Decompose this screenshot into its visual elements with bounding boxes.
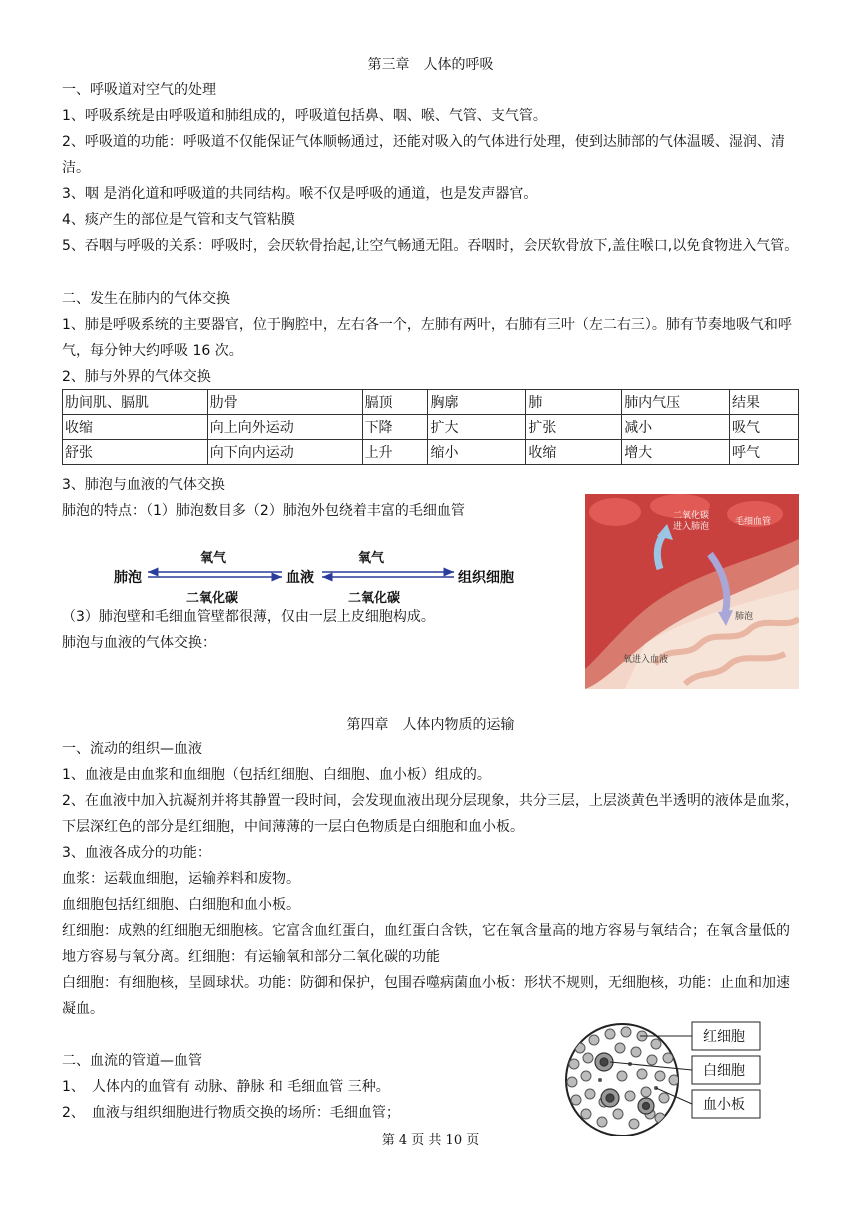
table-cell: 下降	[362, 415, 428, 440]
page-footer: 第 4 页 共 10 页	[381, 1133, 480, 1148]
table-cell: 上升	[362, 440, 428, 465]
oxygen-label: 氧气	[358, 551, 385, 566]
paragraph: 白细胞：有细胞核，呈圆球状。功能：防御和保护，包围吞噬病菌血小板：形状不规则，无细胞核，功能：止血和加速凝血。	[62, 975, 790, 1017]
chapter-3-title: 第三章 人体的呼吸	[367, 57, 494, 73]
paragraph: 红细胞：成熟的红细胞无细胞核。它富含血红蛋白，血红蛋白含铁，它在氧含量高的地方容易与氧结合；在氧含量低的地方容易与氧分离。红细胞：有运输氧和部分二氧化碳的功能	[62, 923, 790, 965]
table-row	[63, 440, 799, 465]
table-cell: 减小	[622, 415, 730, 440]
table-cell: 向下向内运动	[207, 440, 362, 465]
co2-into-alveolus-line: 进入肺泡	[673, 522, 710, 532]
paragraph: 1、 人体内的血管有 动脉、静脉 和 毛细血管 三种。	[62, 1079, 390, 1095]
table-cell: 胸廓	[428, 390, 526, 415]
co2-into-alveolus-line: 二氧化碳	[673, 511, 710, 521]
alveolus-capillary-illustration	[585, 494, 799, 689]
paragraph: 5、吞咽与呼吸的关系：呼吸时，会厌软骨抬起,让空气畅通无阻。吞咽时，会厌软骨放下,盖住喉口,以免食物进入气管。	[62, 238, 799, 254]
table-cell: 增大	[622, 440, 730, 465]
table-cell: 舒张	[63, 440, 208, 465]
paragraph: 1、呼吸系统是由呼吸道和肺组成的，呼吸道包括鼻、咽、喉、气管、支气管。	[62, 108, 547, 124]
paragraph: 1、肺是呼吸系统的主要器官，位于胸腔中，左右各一个，左肺有两叶，右肺有三叶（左二右三）。肺有节奏地吸气和呼气，每分钟大约呼吸 16 次。	[62, 317, 792, 359]
paragraph: 2、呼吸道的功能：呼吸道不仅能保证气体顺畅通过，还能对吸入的气体进行处理，使到达肺部的气体温暖、湿润、清洁。	[62, 134, 785, 176]
paragraph: 肺泡与血液的气体交换：	[62, 635, 216, 651]
red-cell-label: 红细胞	[703, 1029, 745, 1045]
platelet-label: 血小板	[703, 1097, 745, 1113]
table-cell: 扩大	[428, 415, 526, 440]
capillary-label: 毛细血管	[735, 517, 772, 527]
white-cell-label: 白细胞	[703, 1063, 745, 1079]
table-cell: 膈顶	[362, 390, 428, 415]
paragraph: 2、在血液中加入抗凝剂并将其静置一段时间，会发现血液出现分层现象，共分三层，上层淡黄色半透明的液体是血浆，下层深红色的部分是红细胞，中间薄薄的一层白色物质是白细胞和血小板。	[62, 793, 799, 835]
section-heading: 二、血流的管道—血管	[62, 1053, 202, 1069]
chapter-4-title: 第四章 人体内物质的运输	[346, 717, 515, 733]
table-cell: 扩张	[526, 415, 622, 440]
tissue-cell-label: 组织细胞	[458, 570, 514, 586]
table-cell: 收缩	[526, 440, 622, 465]
alveolus-label: 肺泡	[735, 612, 754, 622]
paragraph: 血浆：运载血细胞，运输养料和废物。	[62, 871, 300, 887]
table-cell: 向上向外运动	[207, 415, 362, 440]
alveoli-label: 肺泡	[114, 570, 142, 586]
table-cell: 肋间肌、膈肌	[63, 390, 208, 415]
paragraph: 1、血液是由血浆和血细胞（包括红细胞、白细胞、血小板）组成的。	[62, 767, 491, 783]
blood-cells-illustration	[560, 1018, 770, 1136]
paragraph: 4、痰产生的部位是气管和支气管粘膜	[62, 212, 295, 228]
paragraph: 3、血液各成分的功能：	[62, 845, 211, 861]
paragraph: （3）肺泡壁和毛细血管壁都很薄，仅由一层上皮细胞构成。	[62, 609, 435, 625]
table-cell: 呼气	[730, 440, 799, 465]
gas-exchange-table	[62, 389, 799, 465]
table-cell: 肺内气压	[622, 390, 730, 415]
section-heading: 二、发生在肺内的气体交换	[62, 291, 230, 307]
paragraph: 2、肺与外界的气体交换	[62, 369, 211, 385]
oxygen-into-blood-label: 氧进入血液	[623, 655, 669, 665]
table-row	[63, 415, 799, 440]
paragraph: 肺泡的特点：（1）肺泡数目多（2）肺泡外包绕着丰富的毛细血管	[62, 503, 465, 519]
co2-into-alveolus-label	[673, 509, 712, 532]
table-cell: 肋骨	[207, 390, 362, 415]
table-cell: 收缩	[63, 415, 208, 440]
table-cell: 肺	[526, 390, 622, 415]
table-cell: 结果	[730, 390, 799, 415]
oxygen-label: 氧气	[200, 551, 227, 566]
section-heading: 一、流动的组织—血液	[62, 741, 202, 757]
table-row	[63, 390, 799, 415]
table-cell: 缩小	[428, 440, 526, 465]
paragraph: 3、咽 是消化道和呼吸道的共同结构。喉不仅是呼吸的通道，也是发声器官。	[62, 186, 538, 202]
section-heading: 一、呼吸道对空气的处理	[62, 82, 216, 98]
paragraph: 3、肺泡与血液的气体交换	[62, 477, 225, 493]
paragraph: 血细胞包括红细胞、白细胞和血小板。	[62, 897, 300, 913]
table-cell: 吸气	[730, 415, 799, 440]
paragraph: 2、 血液与组织细胞进行物质交换的场所：毛细血管；	[62, 1105, 400, 1121]
co2-label: 二氧化碳	[348, 591, 401, 606]
gas-exchange-diagram	[112, 540, 532, 610]
blood-label: 血液	[286, 570, 314, 586]
co2-label: 二氧化碳	[186, 591, 239, 606]
